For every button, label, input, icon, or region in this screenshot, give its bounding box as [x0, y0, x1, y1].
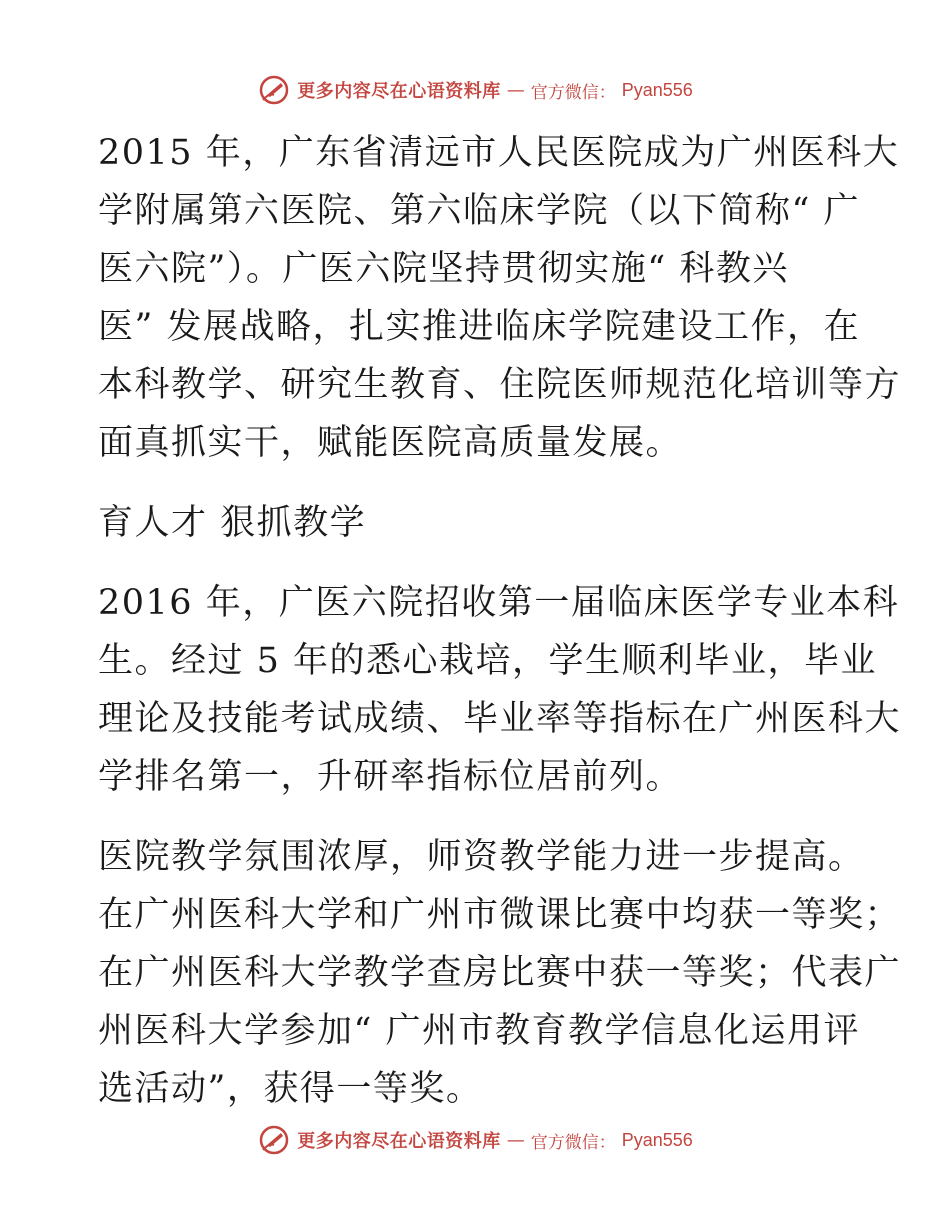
- text-line: 2016 年，广医六院招收第一届临床医学专业本科: [98, 583, 900, 623]
- text-line: 医六院”）。广医六院坚持贯彻实施“ 科教兴: [98, 249, 789, 289]
- text-line: 在广州医科大学和广州市微课比赛中均获一等奖；: [98, 895, 902, 935]
- text-line: 理论及技能考试成绩、毕业率等指标在广州医科大: [98, 699, 902, 739]
- banner-wechat-id: Pyan556: [621, 79, 693, 100]
- paragraph-2016: [98, 574, 902, 806]
- paragraph-intro: [98, 124, 902, 472]
- text-line: 本科教学、研究生教育、住院医师规范化培训等方: [98, 365, 902, 405]
- brand-logo-icon: [257, 73, 291, 107]
- paragraph-teaching: [98, 828, 902, 1118]
- document-body: [98, 124, 902, 1140]
- text-line: 医院教学氛围浓厚，师资教学能力进一步提高。: [98, 837, 865, 877]
- banner-sub-text: 官方微信：: [530, 82, 616, 103]
- text-line: 选活动”，获得一等奖。: [98, 1069, 483, 1109]
- text-line: 医” 发展战略，扎实推进临床学院建设工作，在: [98, 307, 861, 347]
- text-line: 面真抓实干，赋能医院高质量发展。: [98, 423, 683, 463]
- text-line: 在广州医科大学教学查房比赛中获一等奖；代表广: [98, 953, 902, 993]
- banner-separator: —: [506, 79, 525, 101]
- banner-main-text: 更多内容尽在心语资料库: [297, 1131, 501, 1152]
- banner-sub-text: 官方微信：: [530, 1132, 616, 1153]
- section-heading: 育人才 狠抓教学: [98, 503, 367, 543]
- header-watermark: [0, 70, 950, 110]
- text-line: 学附属第六医院、第六临床学院（以下简称“ 广: [98, 191, 861, 231]
- banner-main-text: 更多内容尽在心语资料库: [297, 81, 501, 102]
- banner-separator: —: [506, 1129, 525, 1151]
- text-line: 学排名第一，升研率指标位居前列。: [98, 757, 683, 797]
- brand-logo-icon: [257, 1123, 291, 1157]
- footer-watermark: [0, 1120, 950, 1160]
- text-line: 2015 年，广东省清远市人民医院成为广州医科大: [98, 133, 900, 173]
- text-line: 生。经过 5 年的悉心栽培，学生顺利毕业，毕业: [98, 641, 878, 681]
- banner-wechat-id: Pyan556: [621, 1129, 693, 1150]
- text-line: 州医科大学参加“ 广州市教育教学信息化运用评: [98, 1011, 861, 1051]
